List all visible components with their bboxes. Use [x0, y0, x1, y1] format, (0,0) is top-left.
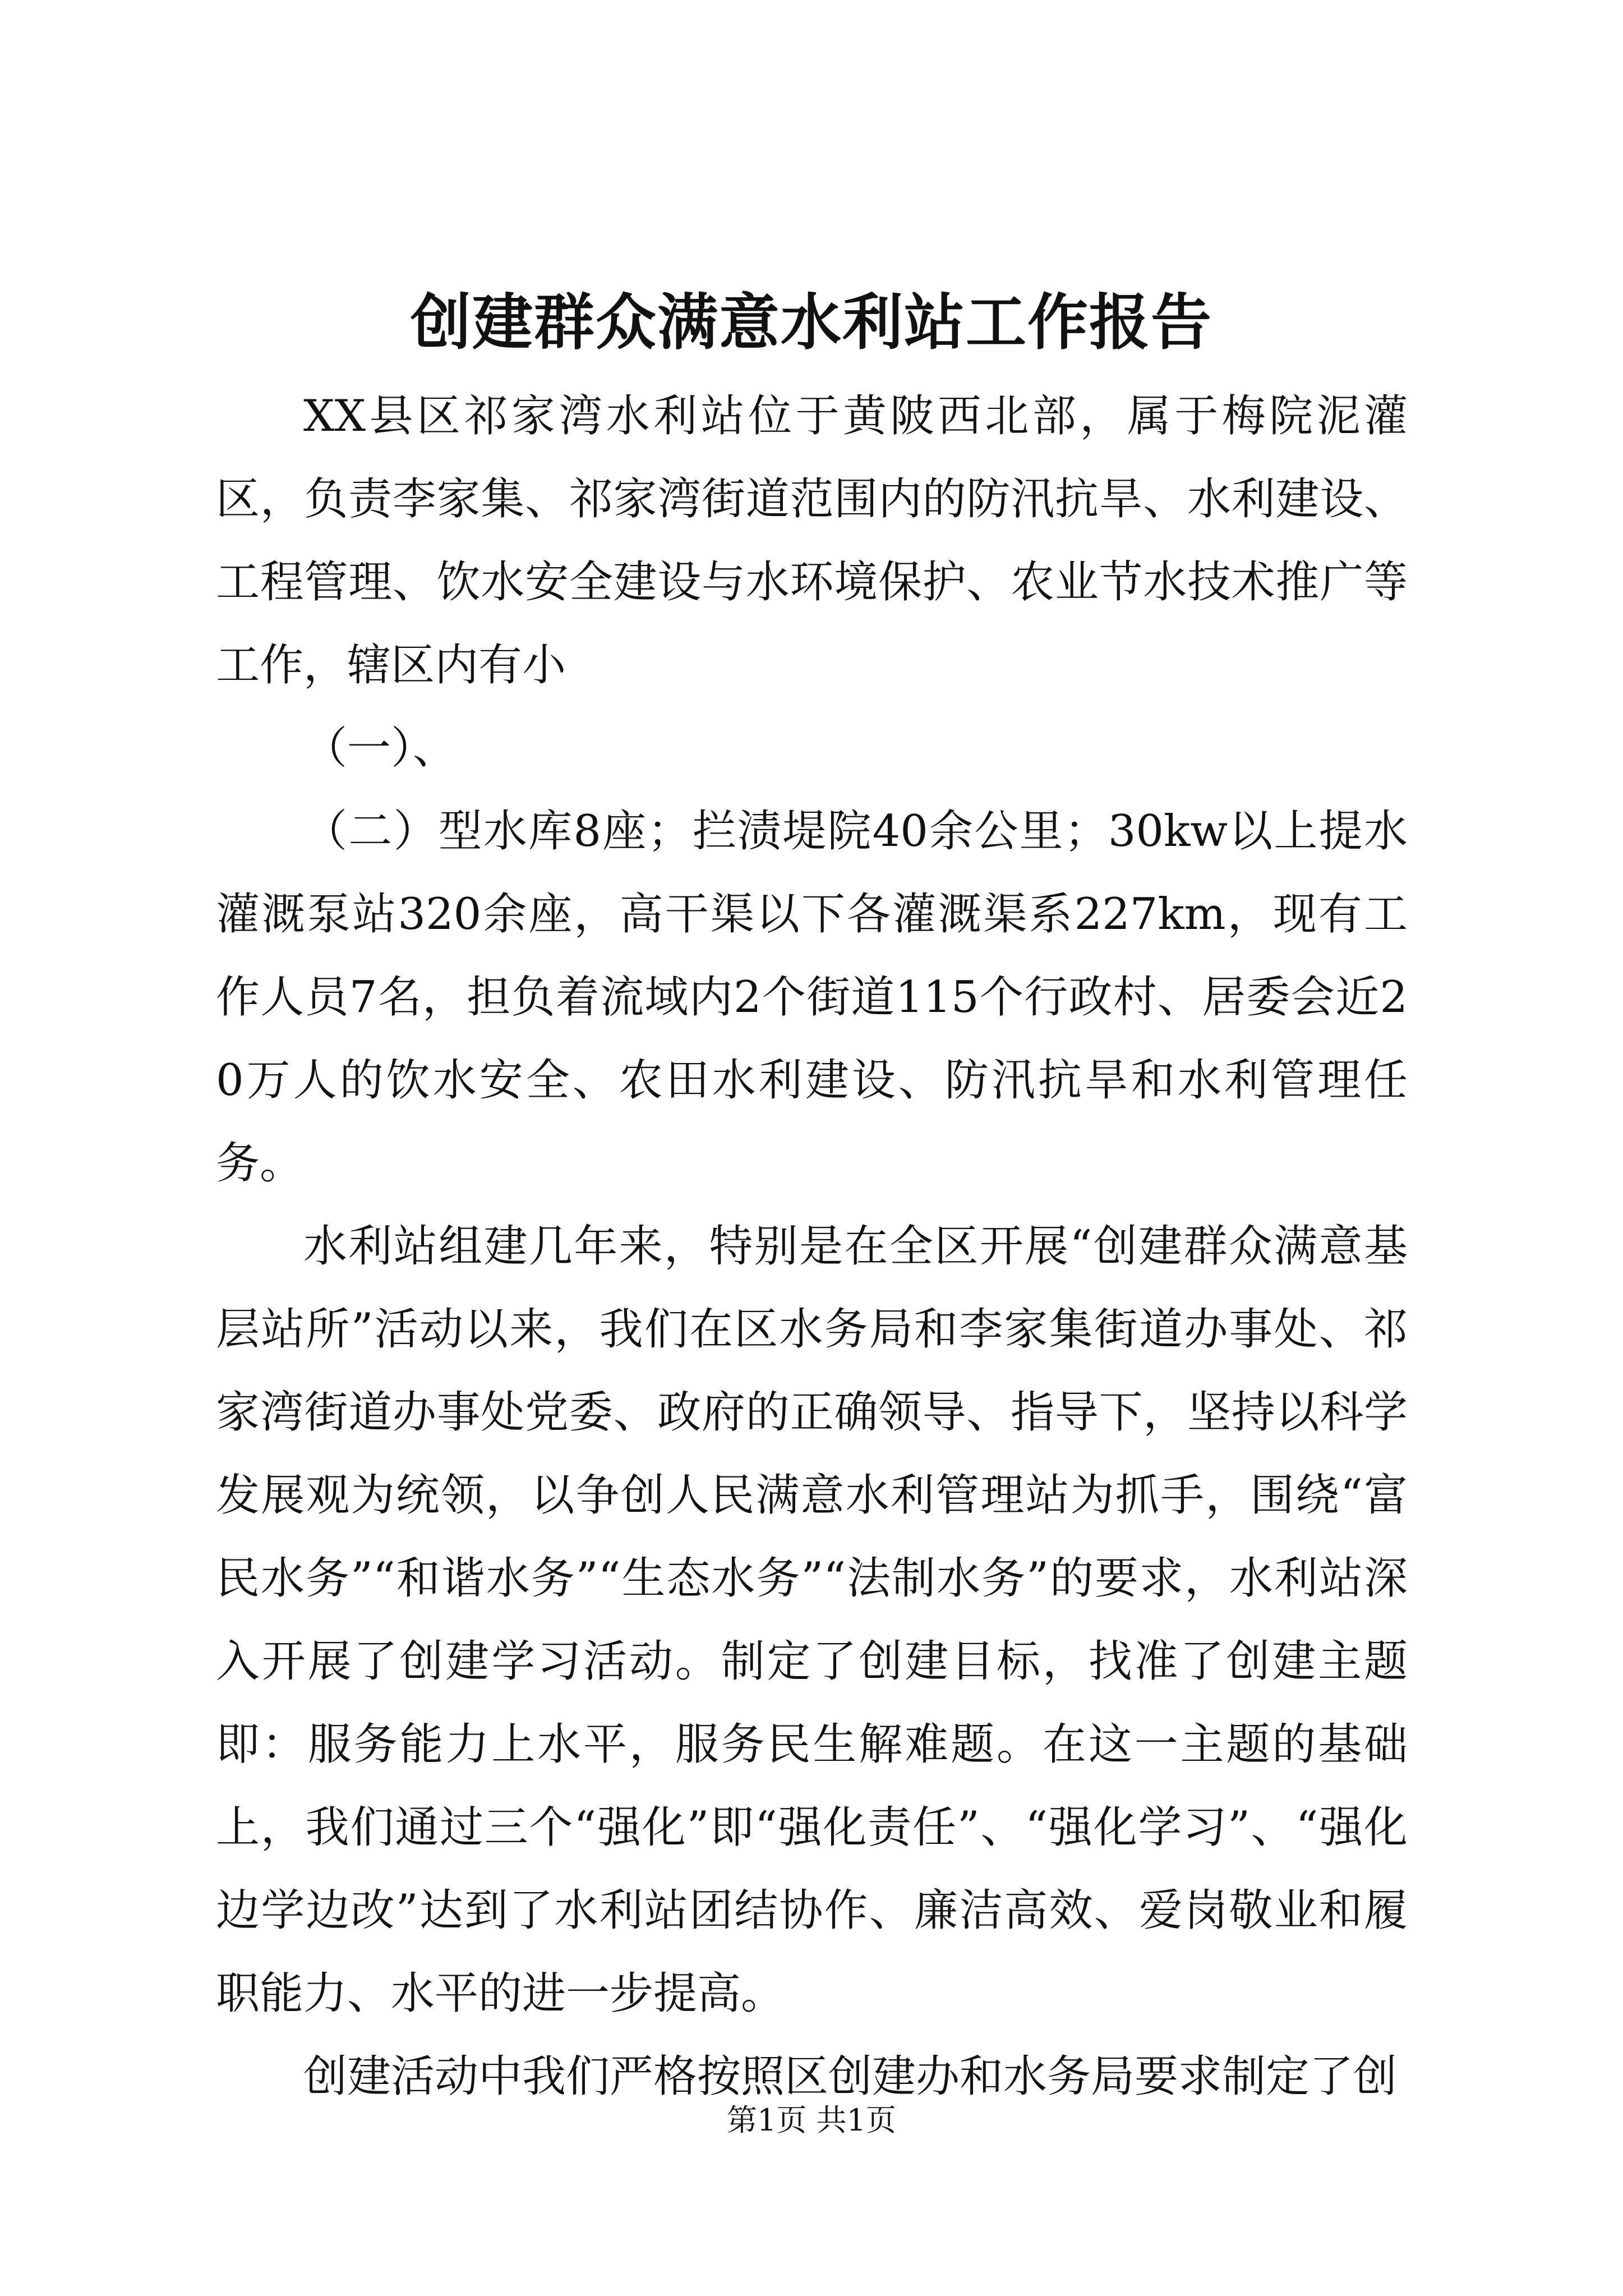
- document-body: [216, 375, 1408, 2118]
- paragraph-intro: XX县区祁家湾水利站位于黄陂西北部，属于梅院泥灌区，负责李家集、祁家湾街道范围内的防汛抗旱、水利建设、工程管理、饮水安全建设与水环境保护、农业节水技术推广等工作，辖区内有小: [216, 391, 1408, 691]
- paragraph-activities: 水利站组建几年来，特别是在全区开展“创建群众满意基层站所”活动以来，我们在区水务局和李家集街道办事处、祁家湾街道办事处党委、政府的正确领导、指导下，坚持以科学发展观为统领，以争创人民满意水利管理站为抓手，围绕“富民水务”“和谐水务”“生态水务”“法制水务”的要求，水利站深入开展了创建学习活动。制定了创建目标，找准了创建主题即：服务能力上水平，服务民生解难题。在这一主题的基础上，我们通过三个“强化”即“强化责任”、“强化学习”、“强化边学边改”达到了水利站团结协作、廉洁高效、爱岗敬业和履职能力、水平的进一步提高。: [216, 1221, 1408, 2019]
- page-number-footer: 第1页 共1页: [727, 2102, 896, 2138]
- paragraph-item-two: （二）型水库8座；拦渍堤院40余公里；30kw以上提水灌溉泵站320余座，高干渠以下各灌溉渠系227km，现有工作人员7名，担负着流域内2个街道115个行政村、居委会近20万人的饮水安全、农田水利建设、防汛抗旱和水利管理任务。: [216, 806, 1408, 1189]
- document-title: 创建群众满意水利站工作报告: [410, 287, 1212, 358]
- paragraph-continued: 创建活动中我们严格按照区创建办和水务局要求制定了创: [303, 2051, 1398, 2102]
- paragraph-item-one: （一）、: [303, 723, 457, 774]
